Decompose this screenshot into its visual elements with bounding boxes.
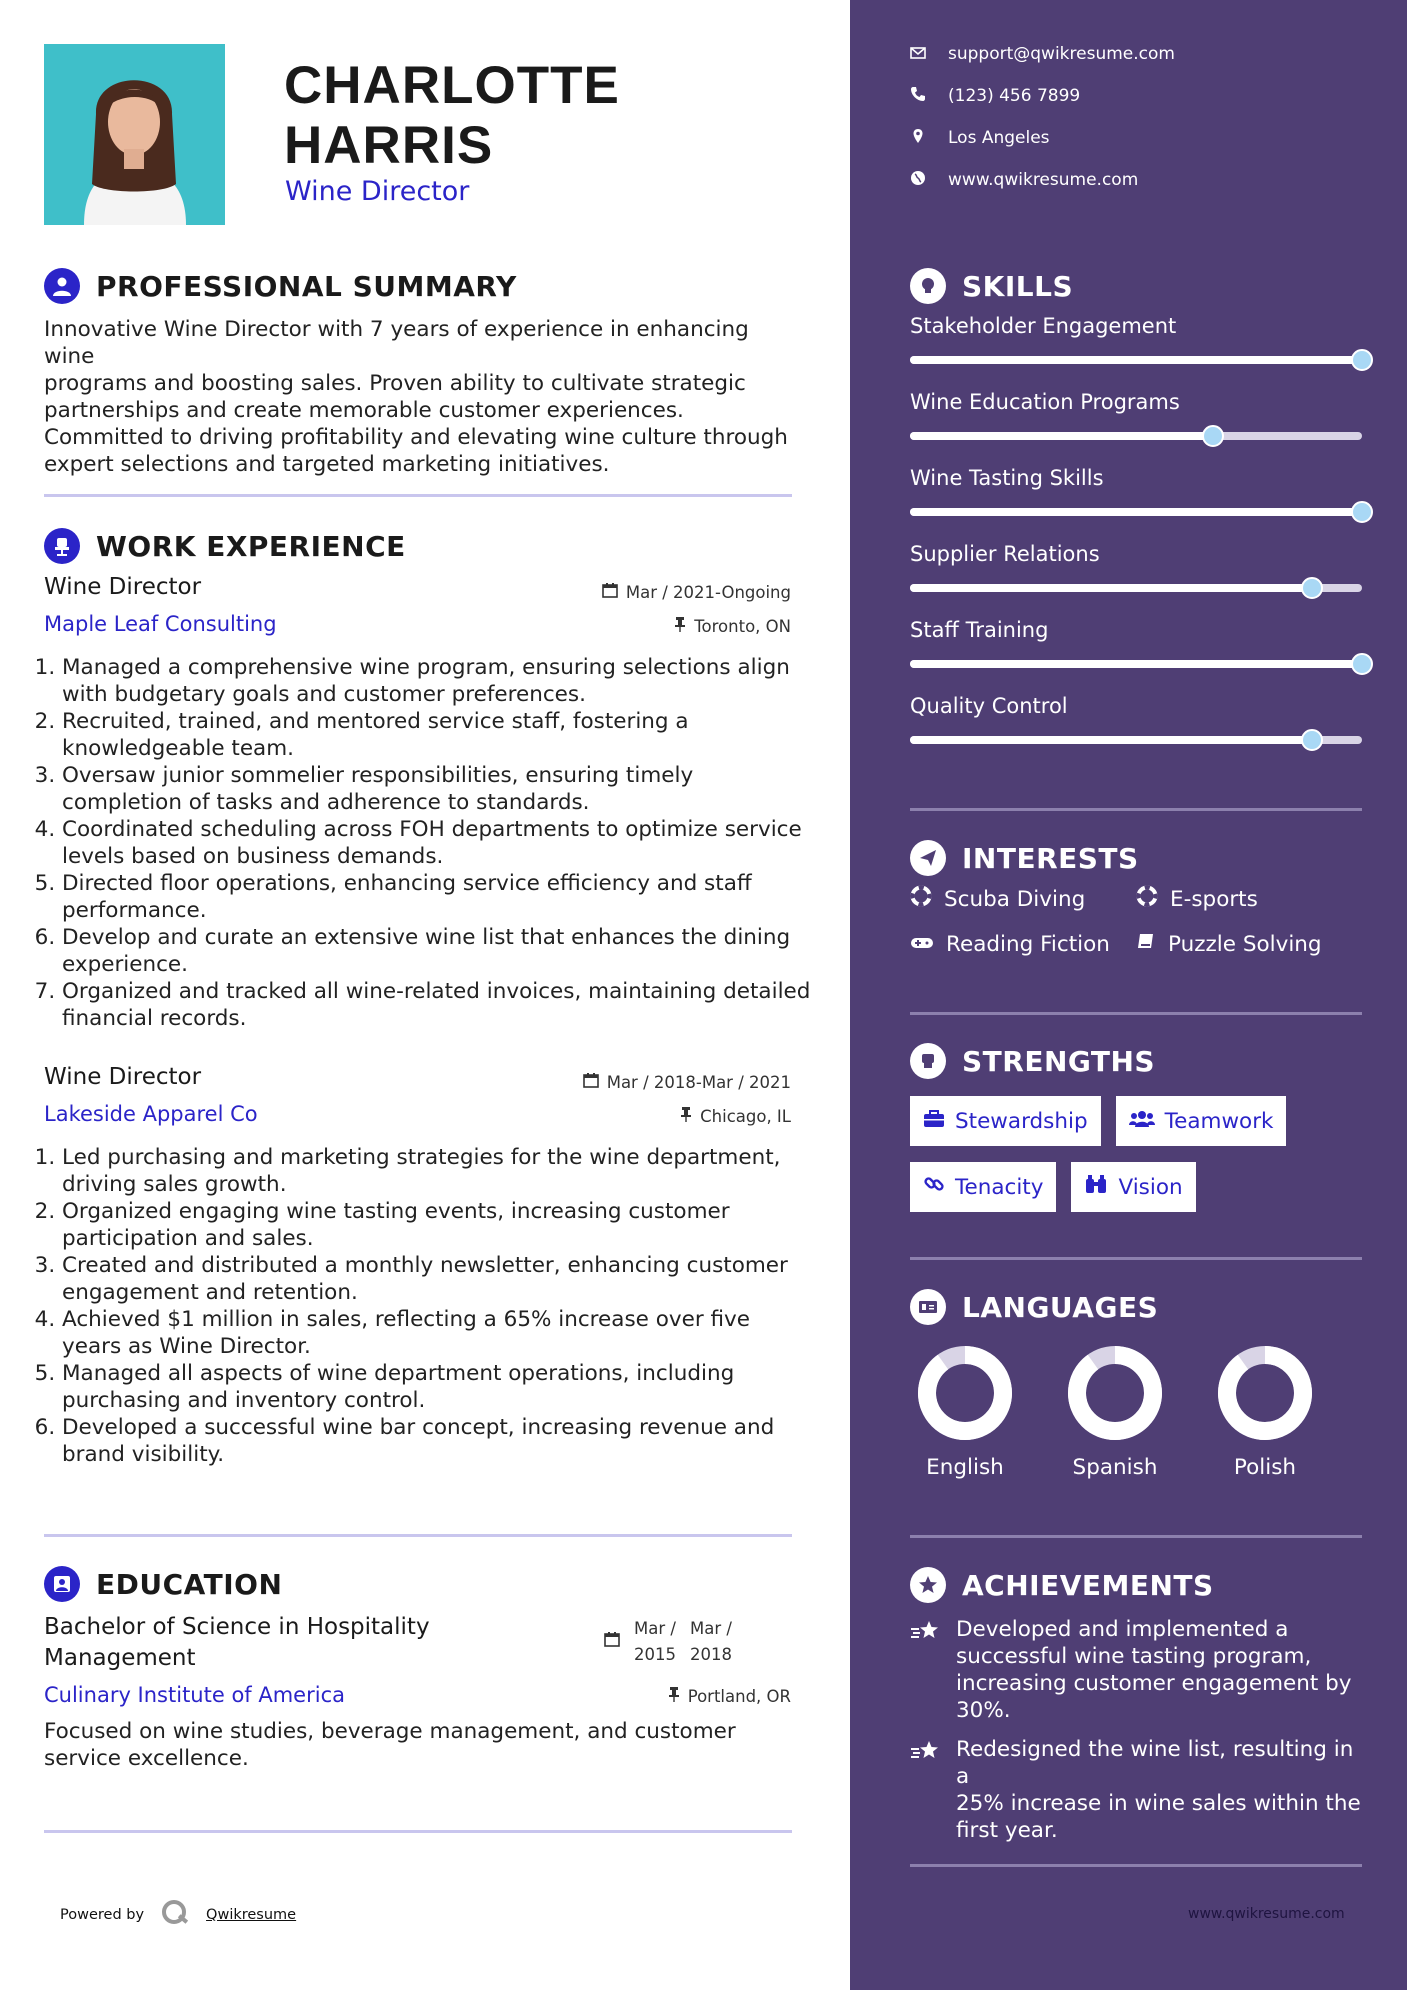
interest-item: Puzzle Solving [1136, 931, 1362, 957]
skill-item [910, 694, 1370, 770]
list-item: 2. Organized engaging wine tasting events, increasing customer participation and sales. [62, 1198, 814, 1252]
list-item: 5. Managed all aspects of wine department operations, including purchasing and inventory control. [62, 1360, 814, 1414]
divider [910, 1535, 1362, 1538]
list-item: 6. Developed a successful wine bar concept, increasing revenue and brand visibility. [62, 1414, 814, 1468]
skill-label: Wine Tasting Skills [910, 466, 1104, 490]
pin-icon [680, 1106, 692, 1126]
list-item: 4. Coordinated scheduling across FOH departments to optimize service levels based on business demands. [62, 816, 814, 870]
qwikresume-link[interactable]: Qwikresume [206, 1907, 297, 1923]
skill-bar [910, 584, 1362, 592]
briefcase-chair-icon [44, 528, 80, 564]
skill-fill [910, 508, 1362, 516]
experience-heading: WORK EXPERIENCE [44, 528, 406, 564]
qwikresume-logo-icon [160, 1898, 190, 1932]
star-badge-icon [910, 1567, 946, 1603]
job-role: Wine Director [285, 176, 470, 207]
link-icon [923, 1173, 945, 1201]
job-2-location: Chicago, IL [500, 1106, 791, 1126]
users-icon [1129, 1109, 1155, 1134]
pin-icon [674, 616, 686, 636]
divider [44, 1534, 792, 1537]
envelope-icon [910, 44, 926, 64]
language-ring-fill [1227, 1355, 1303, 1431]
skill-knob [1202, 425, 1224, 447]
school: Culinary Institute of America [44, 1683, 345, 1707]
user-icon [44, 268, 80, 304]
achievement-item: Redesigned the wine list, resulting in a 25% increase in wine sales within the first year. [910, 1736, 1370, 1844]
sidebar [850, 0, 1407, 1990]
language-item [890, 1343, 1040, 1480]
interest-item: Reading Fiction [910, 931, 1136, 957]
achievement-item: Developed and implemented a successful wine tasting program, increasing customer engagement by 30%. [910, 1616, 1370, 1724]
language-name: Spanish [1072, 1455, 1158, 1480]
list-item: 4. Achieved $1 million in sales, reflecting a 65% increase over five years as Wine Director. [62, 1306, 814, 1360]
skill-bar [910, 356, 1362, 364]
skill-label: Supplier Relations [910, 542, 1100, 566]
strength-chip: Vision [1071, 1162, 1195, 1212]
education-description: Focused on wine studies, beverage management, and customer service excellence. [44, 1719, 736, 1771]
list-item: 2. Recruited, trained, and mentored service staff, fostering a knowledgeable team. [62, 708, 814, 762]
skill-bar [910, 508, 1362, 516]
language-ring-fill [1077, 1355, 1153, 1431]
job-1-dates: Mar / 2021-Ongoing [500, 582, 791, 602]
skill-knob [1351, 349, 1373, 371]
pin-icon [668, 1686, 680, 1706]
languages-list [890, 1343, 1340, 1480]
summary-text: Innovative Wine Director with 7 years of experience in enhancing wine programs and boosting sales. Proven ability to cultivate strategic partnerships and create memorable customer experiences. Committed to driving profitability and elevating wine culture through expert selections and targeted marketing initiatives. [44, 317, 788, 477]
list-item: 3. Created and distributed a monthly newsletter, enhancing customer engagement and retention. [62, 1252, 814, 1306]
interest-item: Scuba Diving [910, 885, 1136, 913]
skill-item [910, 314, 1370, 390]
skills-list [910, 314, 1370, 770]
shooting-star-icon [910, 1619, 942, 1724]
contact-phone: (123) 456 7899 [910, 75, 1175, 117]
skill-item [910, 542, 1370, 618]
job-1-title: Wine Director [44, 574, 202, 600]
fist-icon [910, 1043, 946, 1079]
book-icon [1136, 931, 1156, 957]
language-icon [910, 1289, 946, 1325]
strengths-heading: STRENGTHS [910, 1043, 1155, 1079]
languages-heading: LANGUAGES [910, 1289, 1158, 1325]
job-2-dates: Mar / 2018-Mar / 2021 [500, 1072, 791, 1092]
achievements-heading: ACHIEVEMENTS [910, 1567, 1214, 1603]
skill-fill [910, 356, 1362, 364]
list-item: 1. Led purchasing and marketing strategies for the wine department, driving sales growth. [62, 1144, 814, 1198]
language-ring [915, 1343, 1015, 1443]
skill-bar [910, 432, 1362, 440]
life-ring-icon [1136, 885, 1158, 913]
divider [44, 494, 792, 497]
shooting-star-icon [910, 1739, 942, 1844]
footer-website[interactable]: www.qwikresume.com [1188, 1906, 1345, 1922]
skill-bar [910, 660, 1362, 668]
skill-fill [910, 736, 1312, 744]
language-item [1040, 1343, 1190, 1480]
contact-website: www.qwikresume.com [910, 159, 1175, 201]
language-name: English [926, 1455, 1004, 1480]
candidate-name: CHARLOTTE HARRIS [284, 56, 620, 175]
strengths-list [910, 1096, 1370, 1212]
skill-label: Quality Control [910, 694, 1068, 718]
divider [910, 1864, 1362, 1867]
interest-item: E-sports [1136, 885, 1362, 913]
job-2-bullets [44, 1144, 814, 1468]
contact-email: support@qwikresume.com [910, 33, 1175, 75]
job-1-bullets [44, 654, 814, 1032]
skill-knob [1351, 653, 1373, 675]
skill-knob [1301, 729, 1323, 751]
education-heading: EDUCATION [44, 1566, 282, 1602]
paper-plane-icon [910, 840, 946, 876]
powered-by: Powered by Qwikresume [60, 1898, 296, 1932]
strength-chip: Teamwork [1116, 1096, 1287, 1146]
skill-knob [1351, 501, 1373, 523]
skills-heading: SKILLS [910, 268, 1073, 304]
skill-label: Stakeholder Engagement [910, 314, 1177, 338]
calendar-icon [583, 1072, 599, 1092]
interests-list [910, 885, 1370, 957]
phone-icon [910, 86, 926, 107]
lightbulb-icon [910, 268, 946, 304]
language-ring [1065, 1343, 1165, 1443]
skill-knob [1301, 577, 1323, 599]
divider [44, 1830, 792, 1833]
job-1-location: Toronto, ON [500, 616, 791, 636]
job-1-company: Maple Leaf Consulting [44, 612, 277, 636]
skill-fill [910, 660, 1362, 668]
divider [910, 808, 1362, 811]
binoculars-icon [1084, 1174, 1108, 1200]
job-2-company: Lakeside Apparel Co [44, 1102, 258, 1126]
skill-label: Staff Training [910, 618, 1049, 642]
calendar-icon [604, 1629, 620, 1655]
skill-fill [910, 584, 1312, 592]
summary-heading: PROFESSIONAL SUMMARY [44, 268, 517, 304]
job-2-title: Wine Director [44, 1064, 202, 1090]
skill-bar [910, 736, 1362, 744]
strength-chip: Tenacity [910, 1162, 1056, 1212]
education-location: Portland, OR [500, 1686, 791, 1706]
language-ring [1215, 1343, 1315, 1443]
list-item: 1. Managed a comprehensive wine program, ensuring selections align with budgetary goals and customer preferences. [62, 654, 814, 708]
contact-list [910, 33, 1175, 201]
interests-heading: INTERESTS [910, 840, 1139, 876]
gamepad-icon [910, 932, 934, 957]
strength-chip: Stewardship [910, 1096, 1101, 1146]
list-item: 7. Organized and tracked all wine-related invoices, maintaining detailed financial records. [62, 978, 814, 1032]
divider [910, 1257, 1362, 1260]
education-dates: Mar / 2015 Mar / 2018 [604, 1616, 732, 1668]
divider [910, 1012, 1362, 1015]
calendar-icon [602, 582, 618, 602]
language-item [1190, 1343, 1340, 1480]
skill-item [910, 466, 1370, 542]
globe-icon [910, 170, 926, 191]
skill-label: Wine Education Programs [910, 390, 1180, 414]
skill-item [910, 390, 1370, 466]
briefcase-icon [923, 1109, 945, 1134]
list-item: 5. Directed floor operations, enhancing service efficiency and staff performance. [62, 870, 814, 924]
achievements-list [910, 1616, 1370, 1844]
graduate-icon [44, 1566, 80, 1602]
language-name: Polish [1233, 1455, 1297, 1480]
contact-location: Los Angeles [910, 117, 1175, 159]
list-item: 6. Develop and curate an extensive wine list that enhances the dining experience. [62, 924, 814, 978]
degree: Bachelor of Science in Hospitality Management [44, 1614, 430, 1671]
map-marker-icon [910, 128, 926, 149]
profile-photo [44, 44, 225, 225]
skill-fill [910, 432, 1213, 440]
skill-item [910, 618, 1370, 694]
list-item: 3. Oversaw junior sommelier responsibilities, ensuring timely completion of tasks and adherence to standards. [62, 762, 814, 816]
language-ring-fill [927, 1355, 1003, 1431]
life-ring-icon [910, 885, 932, 913]
